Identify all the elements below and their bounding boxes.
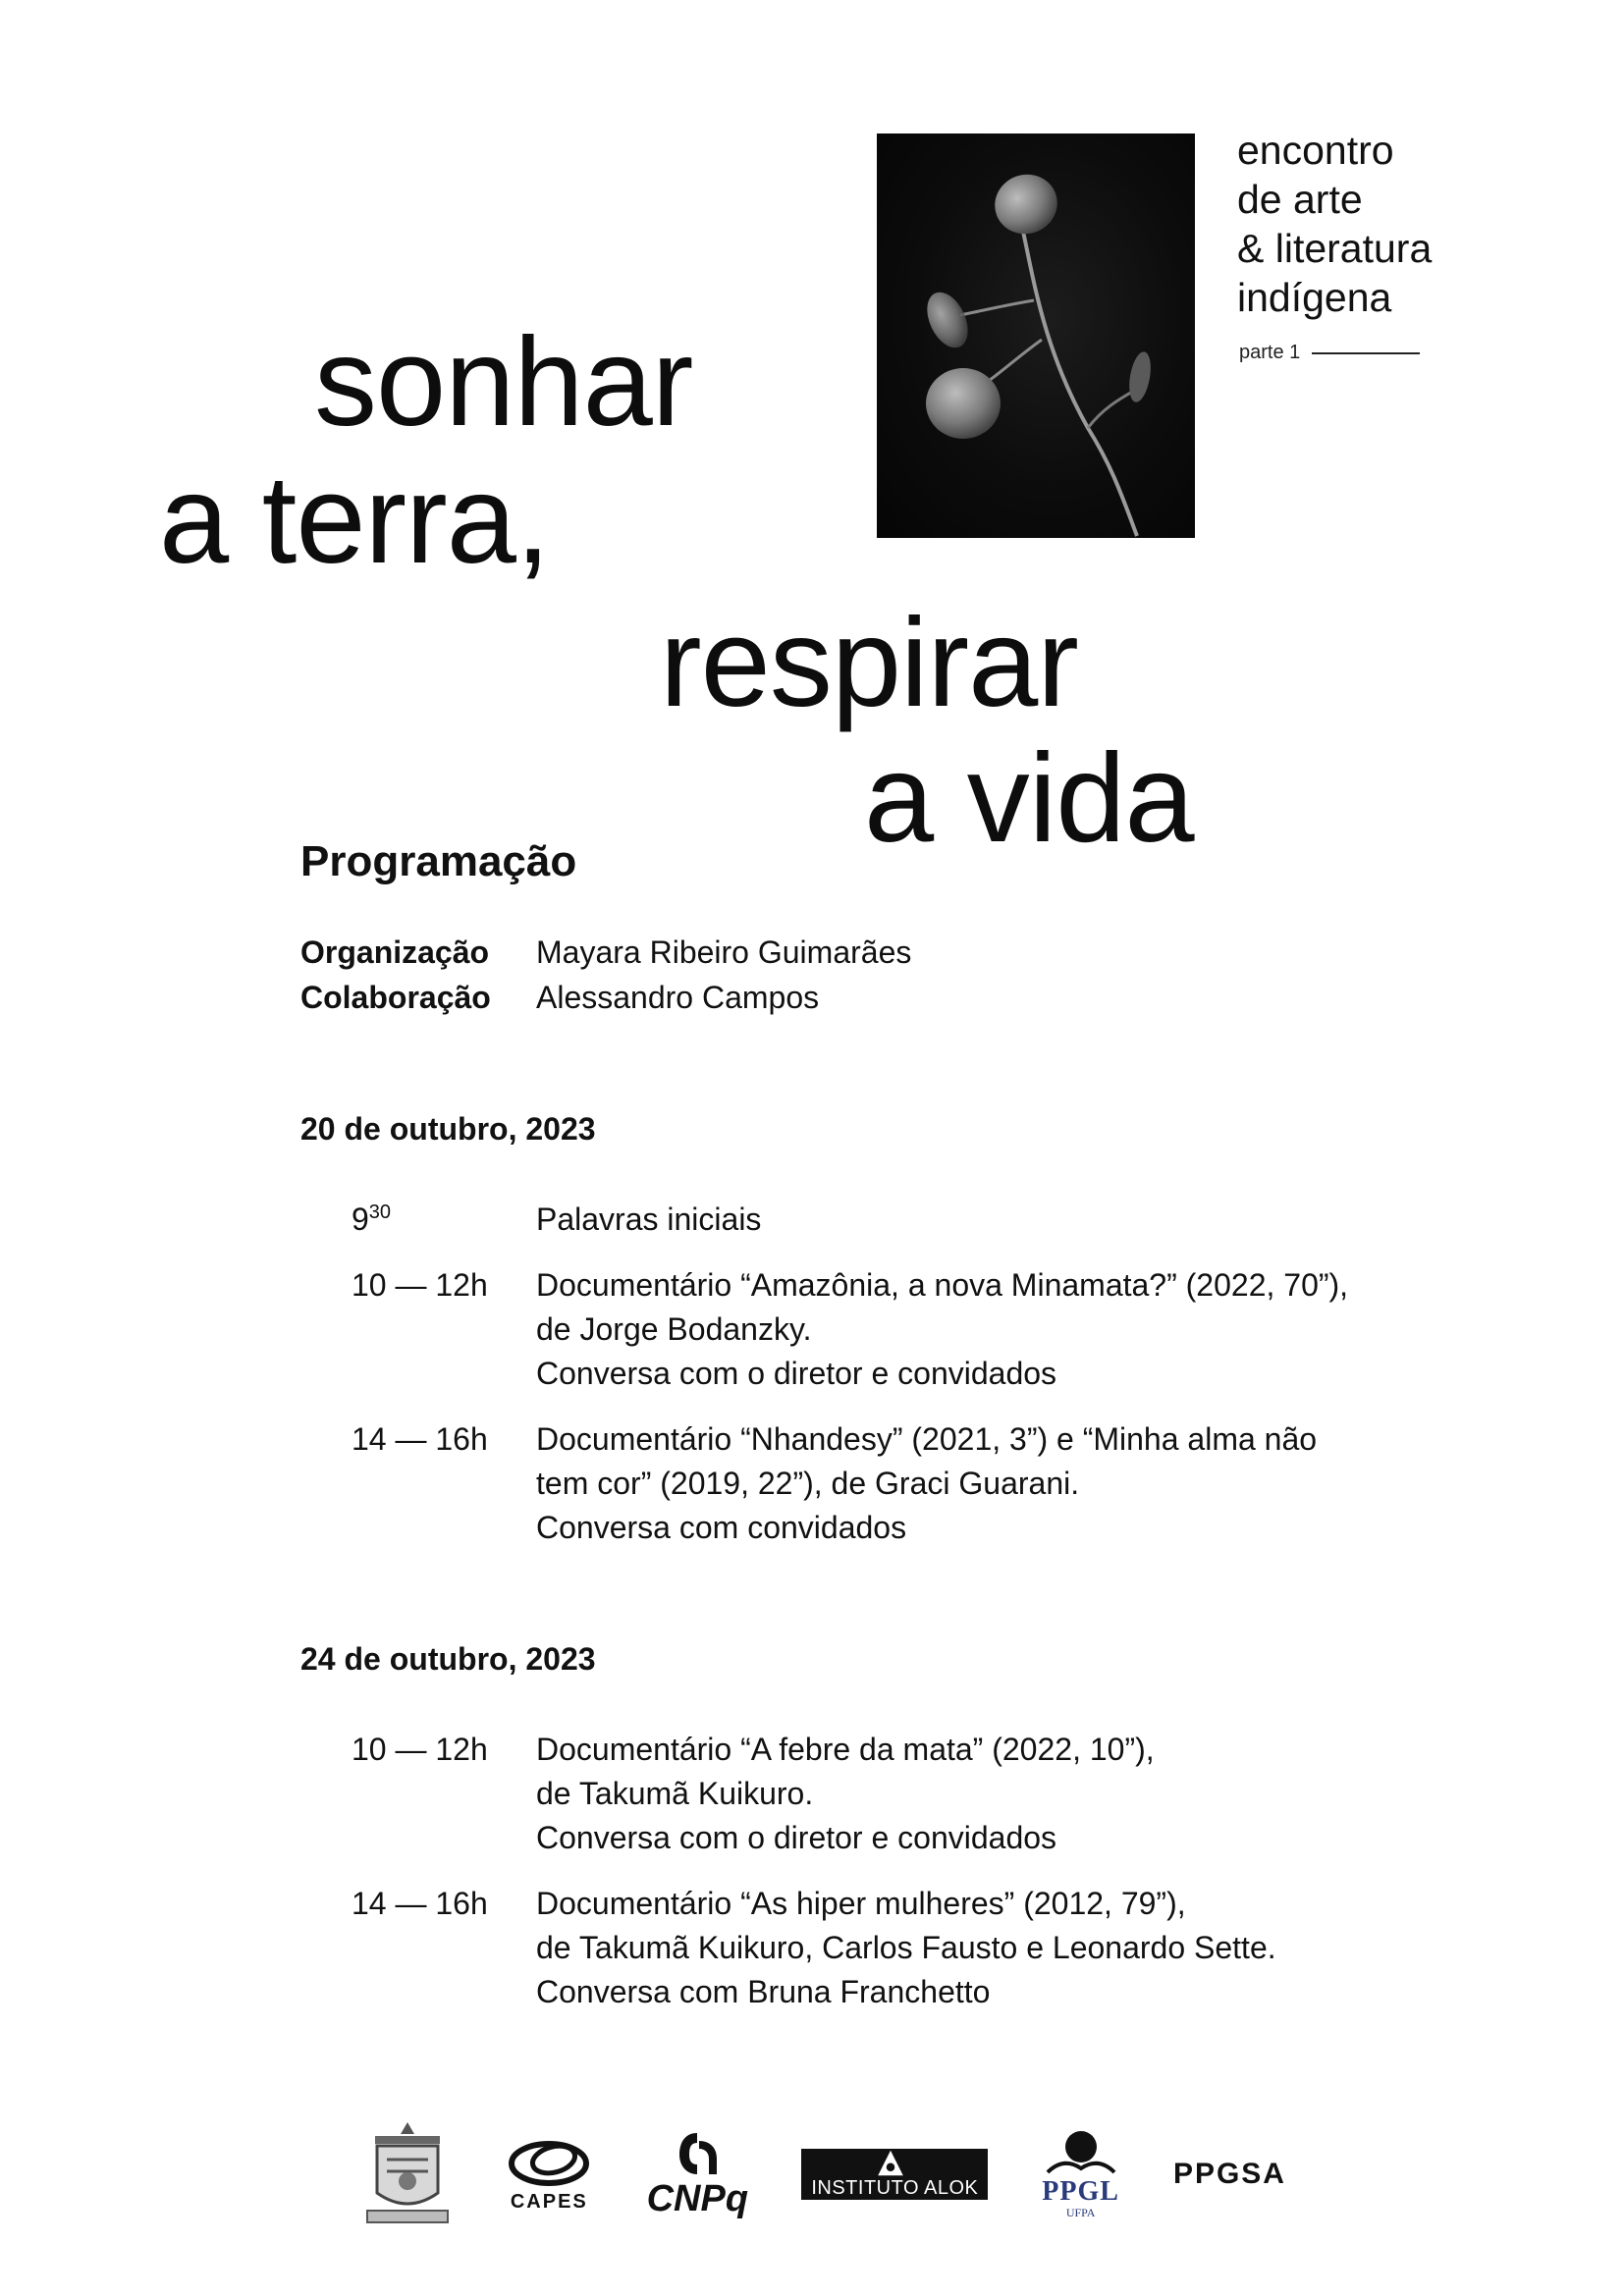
subtitle-line: indígena <box>1237 275 1392 320</box>
cnpq-logo <box>647 2129 748 2220</box>
alok-mark-icon <box>874 2149 907 2177</box>
title-line-4: a vida <box>864 728 1194 869</box>
ppgsa-logo: PPGSA <box>1172 2158 1286 2190</box>
ppgl-subtext: UFPA <box>1065 2205 1096 2219</box>
event-line: Conversa com Bruna Franchetto <box>536 1974 991 2009</box>
schedule-event <box>300 1263 1348 1396</box>
alok-text: INSTITUTO ALOK <box>811 2177 979 2199</box>
event-line: Conversa com o diretor e convidados <box>536 1820 1057 1855</box>
ppgl-text: PPGL <box>1042 2175 1119 2207</box>
credit-row <box>300 934 911 980</box>
event-line: Documentário “Amazônia, a nova Minamata?” (2022, 70”), <box>536 1267 1349 1303</box>
event-time: $9^{30}$ <box>352 1201 392 1237</box>
sponsor-logos <box>363 2110 1286 2238</box>
subtitle-line: & literatura <box>1237 226 1433 271</box>
day-date: 20 de outubro, 2023 <box>300 1111 596 1147</box>
eucalyptus-photo <box>877 133 1195 538</box>
subtitle-line: encontro <box>1237 128 1394 173</box>
subtitle-line: de arte <box>1237 177 1363 222</box>
event-time: 14 — 16h <box>352 1886 488 1921</box>
event-description <box>536 1728 1155 1860</box>
credit-label: Organização <box>300 934 490 970</box>
event-description <box>536 1882 1276 2014</box>
event-subtitle <box>1237 126 1432 322</box>
event-line: de Jorge Bodanzky. <box>536 1311 812 1347</box>
part-label <box>1239 342 1420 364</box>
credits <box>300 934 911 1025</box>
event-description <box>536 1198 761 1242</box>
event-time: 14 — 16h <box>352 1421 488 1457</box>
event-line: Palavras iniciais <box>536 1201 762 1237</box>
day-date: 24 de outubro, 2023 <box>300 1641 596 1677</box>
title-line-2: a terra, <box>159 450 550 590</box>
event-line: de Takumã Kuikuro, Carlos Fausto e Leonardo Sette. <box>536 1930 1276 1965</box>
event-line: Documentário “A febre da mata” (2022, 10”), <box>536 1732 1155 1767</box>
credit-row <box>300 980 911 1025</box>
event-line: Documentário “As hiper mulheres” (2012, 79”), <box>536 1886 1186 1921</box>
part-text: parte 1 <box>1239 342 1301 363</box>
schedule-event <box>300 1728 1155 1860</box>
capes-logo <box>505 2136 593 2214</box>
event-line: tem cor” (2019, 22”), de Graci Guarani. <box>536 1466 1080 1501</box>
schedule-event <box>300 1417 1317 1550</box>
title-line-1: sonhar <box>314 312 693 453</box>
program-heading: Programação <box>300 837 577 885</box>
cnpq-text: CNPq <box>646 2177 749 2219</box>
credit-value: Mayara Ribeiro Guimarães <box>536 934 912 970</box>
title-line-3: respirar <box>660 593 1078 733</box>
event-line: Conversa com convidados <box>536 1510 907 1545</box>
event-time: 10 — 12h <box>352 1732 488 1767</box>
schedule-event <box>300 1882 1276 2014</box>
event-line: Documentário “Nhandesy” (2021, 3”) e “Minha alma não <box>536 1421 1318 1457</box>
schedule-event <box>300 1198 761 1242</box>
credit-value: Alessandro Campos <box>536 980 820 1015</box>
ppgl-logo <box>1042 2129 1120 2220</box>
ufpa-crest-logo <box>363 2116 452 2232</box>
event-time: 10 — 12h <box>352 1267 488 1303</box>
event-description <box>536 1417 1317 1550</box>
credit-label: Colaboração <box>300 980 491 1015</box>
instituto-alok-logo <box>801 2149 988 2200</box>
event-line: de Takumã Kuikuro. <box>536 1776 814 1811</box>
event-line: Conversa com o diretor e convidados <box>536 1356 1057 1391</box>
event-description <box>536 1263 1348 1396</box>
part-rule <box>1312 352 1420 354</box>
capes-text: CAPES <box>510 2190 588 2213</box>
